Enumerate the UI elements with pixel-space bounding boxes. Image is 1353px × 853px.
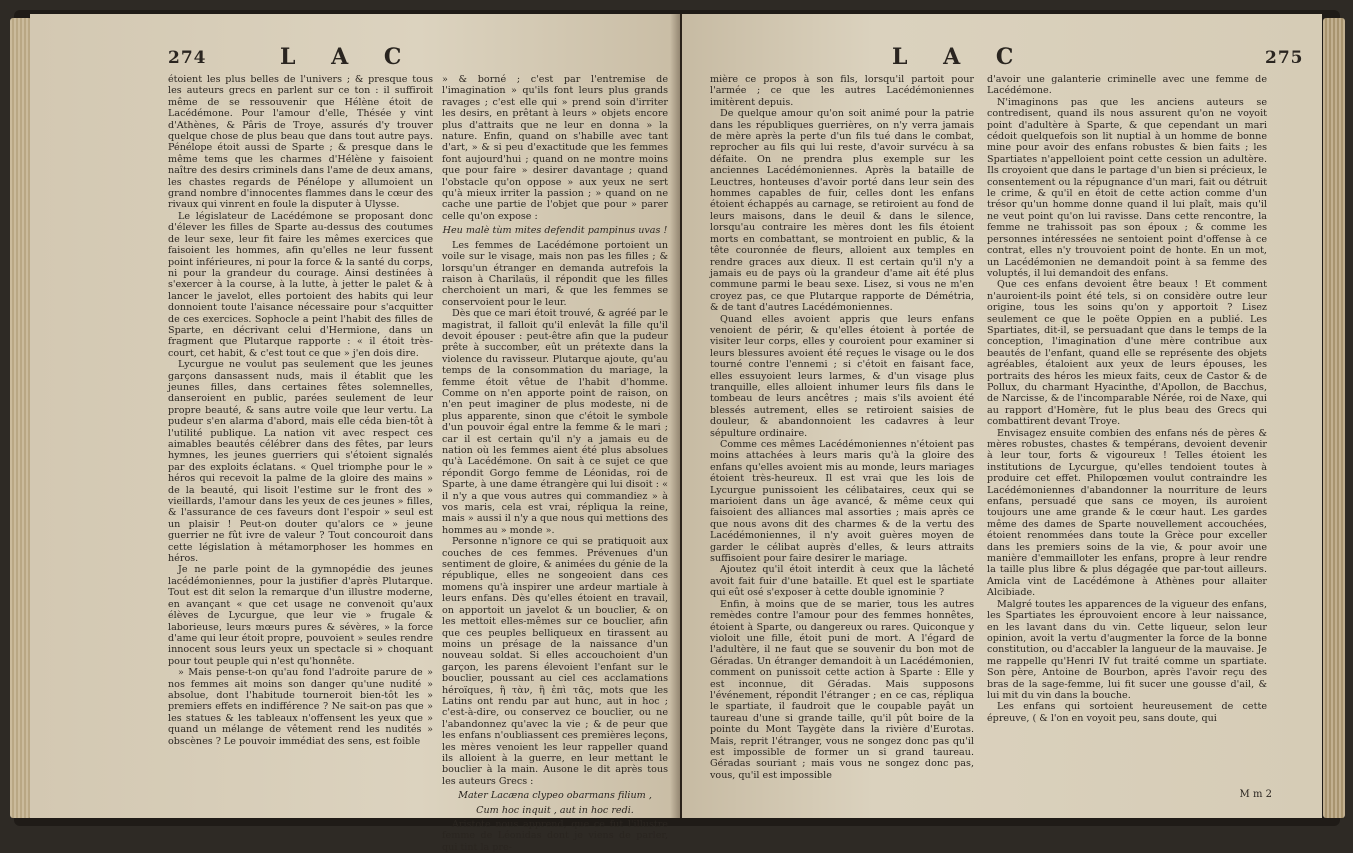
- paragraph: De quelque amour qu'on soit animé pour la patrie dans les républiques guerrières, on n'y verra jamais de mère après la perte d'un fils tué dans le combat, reprocher au fils qui lui reste, d'avoir survécu à sa défaite. On ne prendra plus exemple sur les anciennes Lacédémoniennes. Après la bataille de Leuctres, honteuses d'avoir porté dans leur sein des hommes capables de fuir, celles dont les enfans étoient échappés au carnage, se retiroient au fond de leurs maisons, dans le deuil & dans le silence, lorsqu'au contraire les mères dont les fils étoient morts en combattant, se montroient en public, & la tête couronnée de fleurs, alloient aux temples en rendre graces aux dieux. Il est certain qu'il n'y a jamais eu de pays où la grandeur d'ame ait été plus commune parmi le beau sexe. Lisez, si vous ne m'en croyez pas, ce que Plutarque rapporte de Démétria, & de tant d'autres Lacédémoniennes.: [710, 108, 974, 314]
- paragraph: Aristote nous apprend, que ce fut l'illustre femme de Léonidas dont je viens de parler, qui tint la pre-: [442, 819, 668, 853]
- paragraph: Quand elles avoient appris que leurs enfans venoient de périr, & qu'elles étoient à portée de visiter leur corps, elles y couroient pour examiner si leurs blessures avoient été reçues le visage ou le dos tourné contre l'ennemi ; si c'étoit en faisant face, elles essuyoient leurs larmes, & d'un visage plus tranquille, elles alloient inhumer leurs fils dans le tombeau de leurs ancêtres ; mais s'ils avoient été blessés autrement, elles se retiroient saisies de douleur, & abandonnoient les cadavres à leur sépulture ordinaire.: [710, 313, 974, 439]
- page-number: 275: [1265, 48, 1304, 68]
- verse-quote: Cum hoc inquit , aut in hoc redi.: [476, 804, 634, 816]
- paragraph: Je ne parle point de la gymnopédie des jeunes lacédémoniennes, pour la justifier d'après Plutarque. Tout est dit selon la remarque d'un illustre moderne, en avançant « que cet usage ne convenoit qu'aux élèves de Lycurgue, que leur vie » frugale & laborieuse, leurs mœurs pures & sévères, » la force d'ame qui leur étoit propre, pouvoient » seules rendre innocent sous leurs yeux un spectacle si » choquant pour tout peuple qui n'est qu'honnête.: [168, 564, 433, 667]
- running-head: L A C: [280, 44, 416, 70]
- signature-mark: M m 2: [1239, 789, 1272, 800]
- right-page-header: [682, 44, 1322, 70]
- running-head: L A C: [892, 44, 1028, 70]
- paragraph: Que ces enfans devoient être beaux ! Et comment n'auroient-ils point été tels, si on considère outre leur origine, tous les soins qu'on y apportoit ? Lisez seulement ce que le poëte Oppien en a publié. Les Spartiates, dit-il, se persuadant que dans le temps de la conception, l'imagination d'une mère contribue aux beautés de l'enfant, quand elle se représente des objets agréables, étaloient aux yeux de leurs épouses, les portraits des héros les mieux faits, ceux de Castor & de Pollux, du charmant Hyacinthe, d'Apollon, de Bacchus, de Narcisse, & de l'incomparable Nérée, roi de Naxe, qui au rapport d'Homère, fut le plus beau des Grecs qui combattirent devant Troye.: [987, 279, 1267, 428]
- page-edges-left: [10, 18, 32, 818]
- paragraph: Le législateur de Lacédémone se proposant donc d'élever les filles de Sparte au-dessus des coutumes de leur sexe, leur fit faire les mêmes exercices que faisoient les hommes, afin qu'elles ne leur fussent point inférieures, ni pour la force & la santé du corps, ni pour la grandeur du courage. Ainsi destinées à s'exercer à la course, à la lutte, à jetter le palet & à lancer le javelot, elles portoient des habits qui leur donnoient toute l'aisance nécessaire pour s'acquitter de ces exercices. Sophocle a peint l'habit des filles de Sparte, en décrivant celui d'Hermione, dans un fragment que Plutarque rapporte : « il étoit très-court, cet habit, & c'est tout ce que » j'en dois dire.: [168, 210, 433, 359]
- paragraph: » Mais pense-t-on qu'au fond l'adroite parure de » nos femmes ait moins son danger qu'une nudité » absolue, dont l'habitude tourneroit bien-tôt les » premiers effets en indifférence ? Ne sait-on pas que » les statues & les tableaux n'offensent les yeux que » quand un mélange de vêtement rend les nudités » obscènes ? Le pouvoir immédiat des sens, est foible: [168, 667, 433, 747]
- paragraph: Malgré toutes les apparences de la vigueur des enfans, les Spartiates les éprouvoient encore à leur naissance, en les lavant dans du vin. Cette liqueur, selon leur opinion, avoit la vertu d'augmenter la force de la bonne constitution, ou d'accabler la langueur de la mauvaise. Je me rappelle qu'Henri IV fut traité comme un spartiate. Son père, Antoine de Bourbon, après l'avoir reçu des bras de la sage-femme, lui fit sucer une gousse d'ail, & lui mit du vin dans la bouche.: [987, 598, 1267, 701]
- paragraph: N'imaginons pas que les anciens auteurs se contredisent, quand ils nous assurent qu'on ne voyoit point d'adultère à Sparte, & que cependant un mari cédoit quelquefois son lit nuptial à un homme de bonne mine pour avoir des enfans robustes & bien faits ; les Spartiates n'appelloient point cette cession un adultère. Ils croyoient que dans le partage d'un bien si précieux, le consentement ou la répugnance d'un mari, fait ou détruit le crime, & qu'il en étoit de cette action comme d'un trésor qu'un homme donne quand il lui plaît, mais qu'il ne veut point qu'on lui ravisse. Dans cette rencontre, la femme ne trahissoit pas son époux ; & comme les personnes intéressées ne sentoient point d'offense à ce contrat, elles n'y trouvoient point de honte. En un mot, un Lacédémonien ne demandoit point à sa femme des voluptés, il lui demandoit des enfans.: [987, 96, 1267, 279]
- paragraph: Comme ces mêmes Lacédémoniennes n'étoient pas moins attachées à leurs maris qu'à la gloire des enfans qu'elles avoient mis au monde, leurs mariages étoient très-heureux. Il est vrai que les lois de Lycurgue punissoient les célibataires, ceux qui se marioient dans un âge avancé, & même ceux qui faisoient des alliances mal assorties ; mais après ce que nous avons dit des charmes & de la vertu des Lacédémoniennes, il n'y avoit guères moyen de garder le célibat auprès d'elles, & leurs attraits suffisoient pour faire desirer le mariage.: [710, 439, 974, 565]
- paragraph: Enfin, à moins que de se marier, tous les autres remèdes contre l'amour pour des femmes honnêtes, étoient à Sparte, ou dangereux ou rares. Quiconque y violoit une fille, étoit puni de mort. A l'égard de l'adultère, il ne faut que se souvenir du bon mot de Géradas. Un étranger demandoit à un Lacédémonien, comment on punissoit cette action à Sparte : Elle y est inconnue, dit Géradas. Mais supposons l'événement, répondit l'étranger ; en ce cas, répliqua le spartiate, il faudroit que le coupable payât un taureau d'une si grande taille, qu'il pût boire de la pointe du Mont Taygète dans la rivière d'Eurotas. Mais, reprit l'étranger, vous ne songez donc pas qu'il est impossible de former un si grand taureau. Géradas souriant ; mais vous ne songez donc pas, vous, qu'il est impossible: [710, 598, 974, 781]
- paragraph: Personne n'ignore ce qui se pratiquoit aux couches de ces femmes. Prévenues d'un sentiment de gloire, & animées du génie de la république, elles ne songeoient dans ces momens qu'à inspirer une ardeur martiale à leurs enfans. Dès qu'elles étoient en travail, on apportoit un javelot & un bouclier, & on les mettoit elles-mêmes sur ce bouclier, afin que ces peuples belliqueux en tirassent au moins un présage de la naissance d'un nouveau soldat. Si elles accouchoient d'un garçon, les parens élevoient l'enfant sur le bouclier, poussant au ciel ces acclamations héroïques, ἢ τὰν, ἢ ἐπὶ τᾶς, mots que les Latins ont rendu par aut hunc, aut in hoc ; c'est-à-dire, ou conservez ce bouclier, ou ne l'abandonnez qu'avec la vie ; & de peur que les enfans n'oubliassent ces premières leçons, les mères venoient les leur rappeller quand ils alloient à la guerre, en leur mettant le bouclier à la main. Ausone le dit après tous les auteurs Grecs :: [442, 536, 668, 787]
- paragraph: Ajoutez qu'il étoit interdit à ceux que la lâcheté avoit fait fuir d'une bataille. Et quel est le spartiate qui eût osé s'exposer à cette double ignominie ?: [710, 564, 974, 599]
- paragraph: Dès que ce mari étoit trouvé, & agréé par le magistrat, il falloit qu'il enlevât la fille qu'il devoit épouser : peut-être afin que la pudeur prête à succomber, eût un prétexte dans la violence du ravisseur. Plutarque ajoute, qu'au temps de la consommation du mariage, la femme étoit vêtue de l'habit d'homme. Comme on n'en apporte point de raison, on n'en peut imaginer de plus modeste, ni de plus apparente, sinon que c'étoit le symbole d'un pouvoir égal entre la femme & le mari ; car il est certain qu'il n'y a jamais eu de nation où les femmes aient été plus absolues qu'à Lacédémone. On sait à ce sujet ce que répondit Gorgo femme de Léonidas, roi de Sparte, à une dame étrangère qui lui disoit : « il n'y a que vous autres qui commandiez » à vos maris, cela est vrai, répliqua la reine, mais » aussi il n'y a que nous qui mettions des hommes au » monde ».: [442, 308, 668, 536]
- right-page: [682, 14, 1322, 818]
- paragraph: Les femmes de Lacédémone portoient un voile sur le visage, mais non pas les filles ; & lorsqu'un étranger en demanda autrefois la raison à Charilaüs, il répondit que les filles cherchoient un mari, & que les femmes se conservoient pour le leur.: [442, 239, 668, 308]
- paragraph: d'avoir une galanterie criminelle avec une femme de Lacédémone.: [987, 74, 1267, 97]
- paragraph: » & borné ; c'est par l'entremise de l'imagination » qu'ils font leurs plus grands ravages ; c'est elle qui » prend soin d'irriter les desirs, en prêtant à leurs » objets encore plus d'attraits que ne leur en donna » la nature. Enfin, quand on s'habille avec tant d'art, » & si peu d'exactitude que les femmes font aujourd'hui ; quand on ne montre moins que pour faire » desirer davantage ; quand l'obstacle qu'on oppose » aux yeux ne sert qu'à mieux irriter la passion ; » quand on ne cache une partie de l'objet que pour » parer celle qu'on expose :: [442, 74, 668, 222]
- paragraph: Envisagez ensuite combien des enfans nés de pères & mères robustes, chastes & tempérans, devoient devenir à leur tour, forts & vigoureux ! Telles étoient les institutions de Lycurgue, qu'elles tendoient toutes à produire cet effet. Philopœmen voulut contraindre les Lacédémoniennes d'abandonner la nourriture de leurs enfans, persuadé que sans ce moyen, ils auroient toujours une ame grande & le cœur haut. Les gardes même des dames de Sparte nouvellement accouchées, étoient renommées dans toute la Grèce pour exceller dans les premiers soins de la vie, & pour avoir une manière d'emmailloter les enfans, propre à leur rendre la taille plus libre & plus dégagée que par-tout ailleurs. Amicla vint de Lacédémone à Athènes pour allaiter Alcibiade.: [987, 427, 1267, 599]
- text-column-1: [168, 74, 433, 784]
- left-page: [30, 14, 680, 853]
- verse-quote: Mater Lacæna clypeo obarmans filium ,: [458, 790, 652, 802]
- paragraph: Les enfans qui sortoient heureusement de cette épreuve, ( & l'on en voyoit peu, sans doute, qui: [987, 701, 1267, 724]
- paragraph: étoient les plus belles de l'univers ; & presque tous les auteurs grecs en parlent sur ce ton : il suffiroit même de se ressouvenir que Hélène étoit de Lacédémone. Pour l'amour d'elle, Thésée y vint d'Athènes, & Pâris de Troye, assurés d'y trouver quelque chose de plus beau que dans tout autre pays. Pénélope étoit aussi de Sparte ; & presque dans le même tems que les charmes d'Hélène y faisoient naître des desirs criminels dans l'ame de deux amans, les chastes regards de Pénélope y allumoient un grand nombre d'innocentes flammes dans le cœur des rivaux qui vinrent en foule la disputer à Ulysse.: [168, 74, 433, 211]
- paragraph: mière ce propos à son fils, lorsqu'il partoit pour l'armée ; ce que les autres Lacédémoniennes imitèrent depuis.: [710, 74, 974, 108]
- left-page-header: [30, 44, 680, 70]
- text-column-1: [710, 74, 974, 784]
- text-column-2: [442, 74, 668, 853]
- verse-quote: Heu malè tùm mites defendit pampinus uvas !: [442, 225, 668, 237]
- page-number: 274: [168, 48, 207, 68]
- page-edges-right: [1323, 18, 1345, 818]
- text-column-2: [987, 74, 1267, 784]
- paragraph: Lycurgue ne voulut pas seulement que les jeunes garçons dansassent nuds, mais il établit que les jeunes filles, dans certaines fêtes solemnelles, danseroient en public, parées seulement de leur propre beauté, & sans autre voile que leur vertu. La pudeur s'en alarma d'abord, mais elle céda bien-tôt à l'utilité publique. La nation vit avec respect ces aimables beautés célébrer dans des fêtes, par leurs hymnes, les jeunes guerriers qui s'étoient signalés par des exploits éclatans. « Quel triomphe pour le » héros qui recevoit la palme de la gloire des mains » de la beauté, qui lisoit l'estime sur le front des » vieillards, l'amour dans les yeux de ces jeunes » filles, & l'assurance de ces faveurs dont l'espoir » seul est un plaisir ! Peut-on douter qu'alors ce » jeune guerrier ne fût ivre de valeur ? Tout concouroit dans cette législation à métamorphoser les hommes en héros.: [168, 359, 433, 565]
